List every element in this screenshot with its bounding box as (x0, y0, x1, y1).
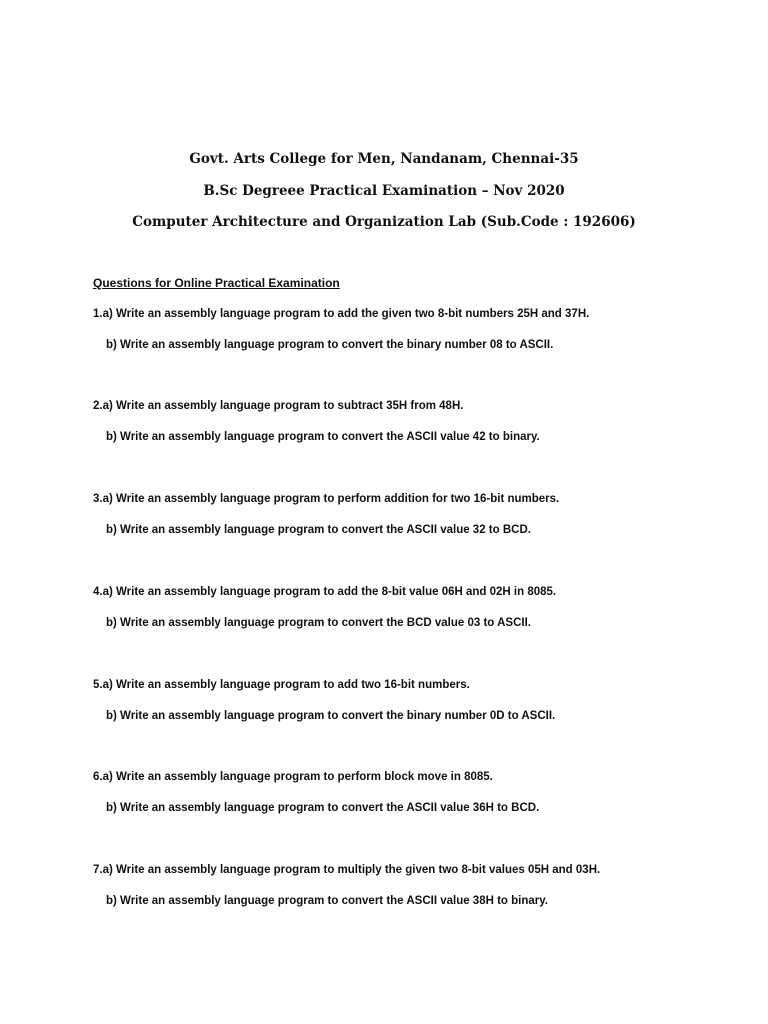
question-5a: 5.a) Write an assembly language program to add two 16-bit numbers. (93, 679, 470, 691)
question-3b: b) Write an assembly language program to convert the ASCII value 32 to BCD. (106, 524, 531, 536)
question-2b: b) Write an assembly language program to convert the ASCII value 42 to binary. (106, 431, 540, 443)
question-4b: b) Write an assembly language program to convert the BCD value 03 to ASCII. (106, 617, 531, 629)
question-6a: 6.a) Write an assembly language program to perform block move in 8085. (93, 771, 493, 783)
question-3a: 3.a) Write an assembly language program to perform addition for two 16-bit numbers. (93, 493, 560, 505)
question-2a: 2.a) Write an assembly language program to subtract 35H from 48H. (93, 400, 464, 412)
exam-title-heading: B.Sc Degreee Practical Examination – Nov 2020 (203, 183, 565, 199)
section-title: Questions for Online Practical Examination (93, 276, 340, 290)
lab-subject-heading: Computer Architecture and Organization Lab (Sub.Code : 192606) (132, 214, 636, 230)
question-1a: 1.a) Write an assembly language program to add the given two 8-bit numbers 25H and 37H. (93, 308, 590, 320)
question-1b: b) Write an assembly language program to convert the binary number 08 to ASCII. (106, 339, 554, 351)
question-7b: b) Write an assembly language program to convert the ASCII value 38H to binary. (106, 895, 549, 907)
question-5b: b) Write an assembly language program to convert the binary number 0D to ASCII. (106, 710, 556, 722)
question-7a: 7.a) Write an assembly language program to multiply the given two 8-bit values 05H and 03H. (93, 864, 601, 876)
question-4a: 4.a) Write an assembly language program to add the 8-bit value 06H and 02H in 8085. (93, 586, 557, 598)
question-6b: b) Write an assembly language program to convert the ASCII value 36H to BCD. (106, 802, 540, 814)
college-name-heading: Govt. Arts College for Men, Nandanam, Chennai-35 (189, 151, 579, 167)
